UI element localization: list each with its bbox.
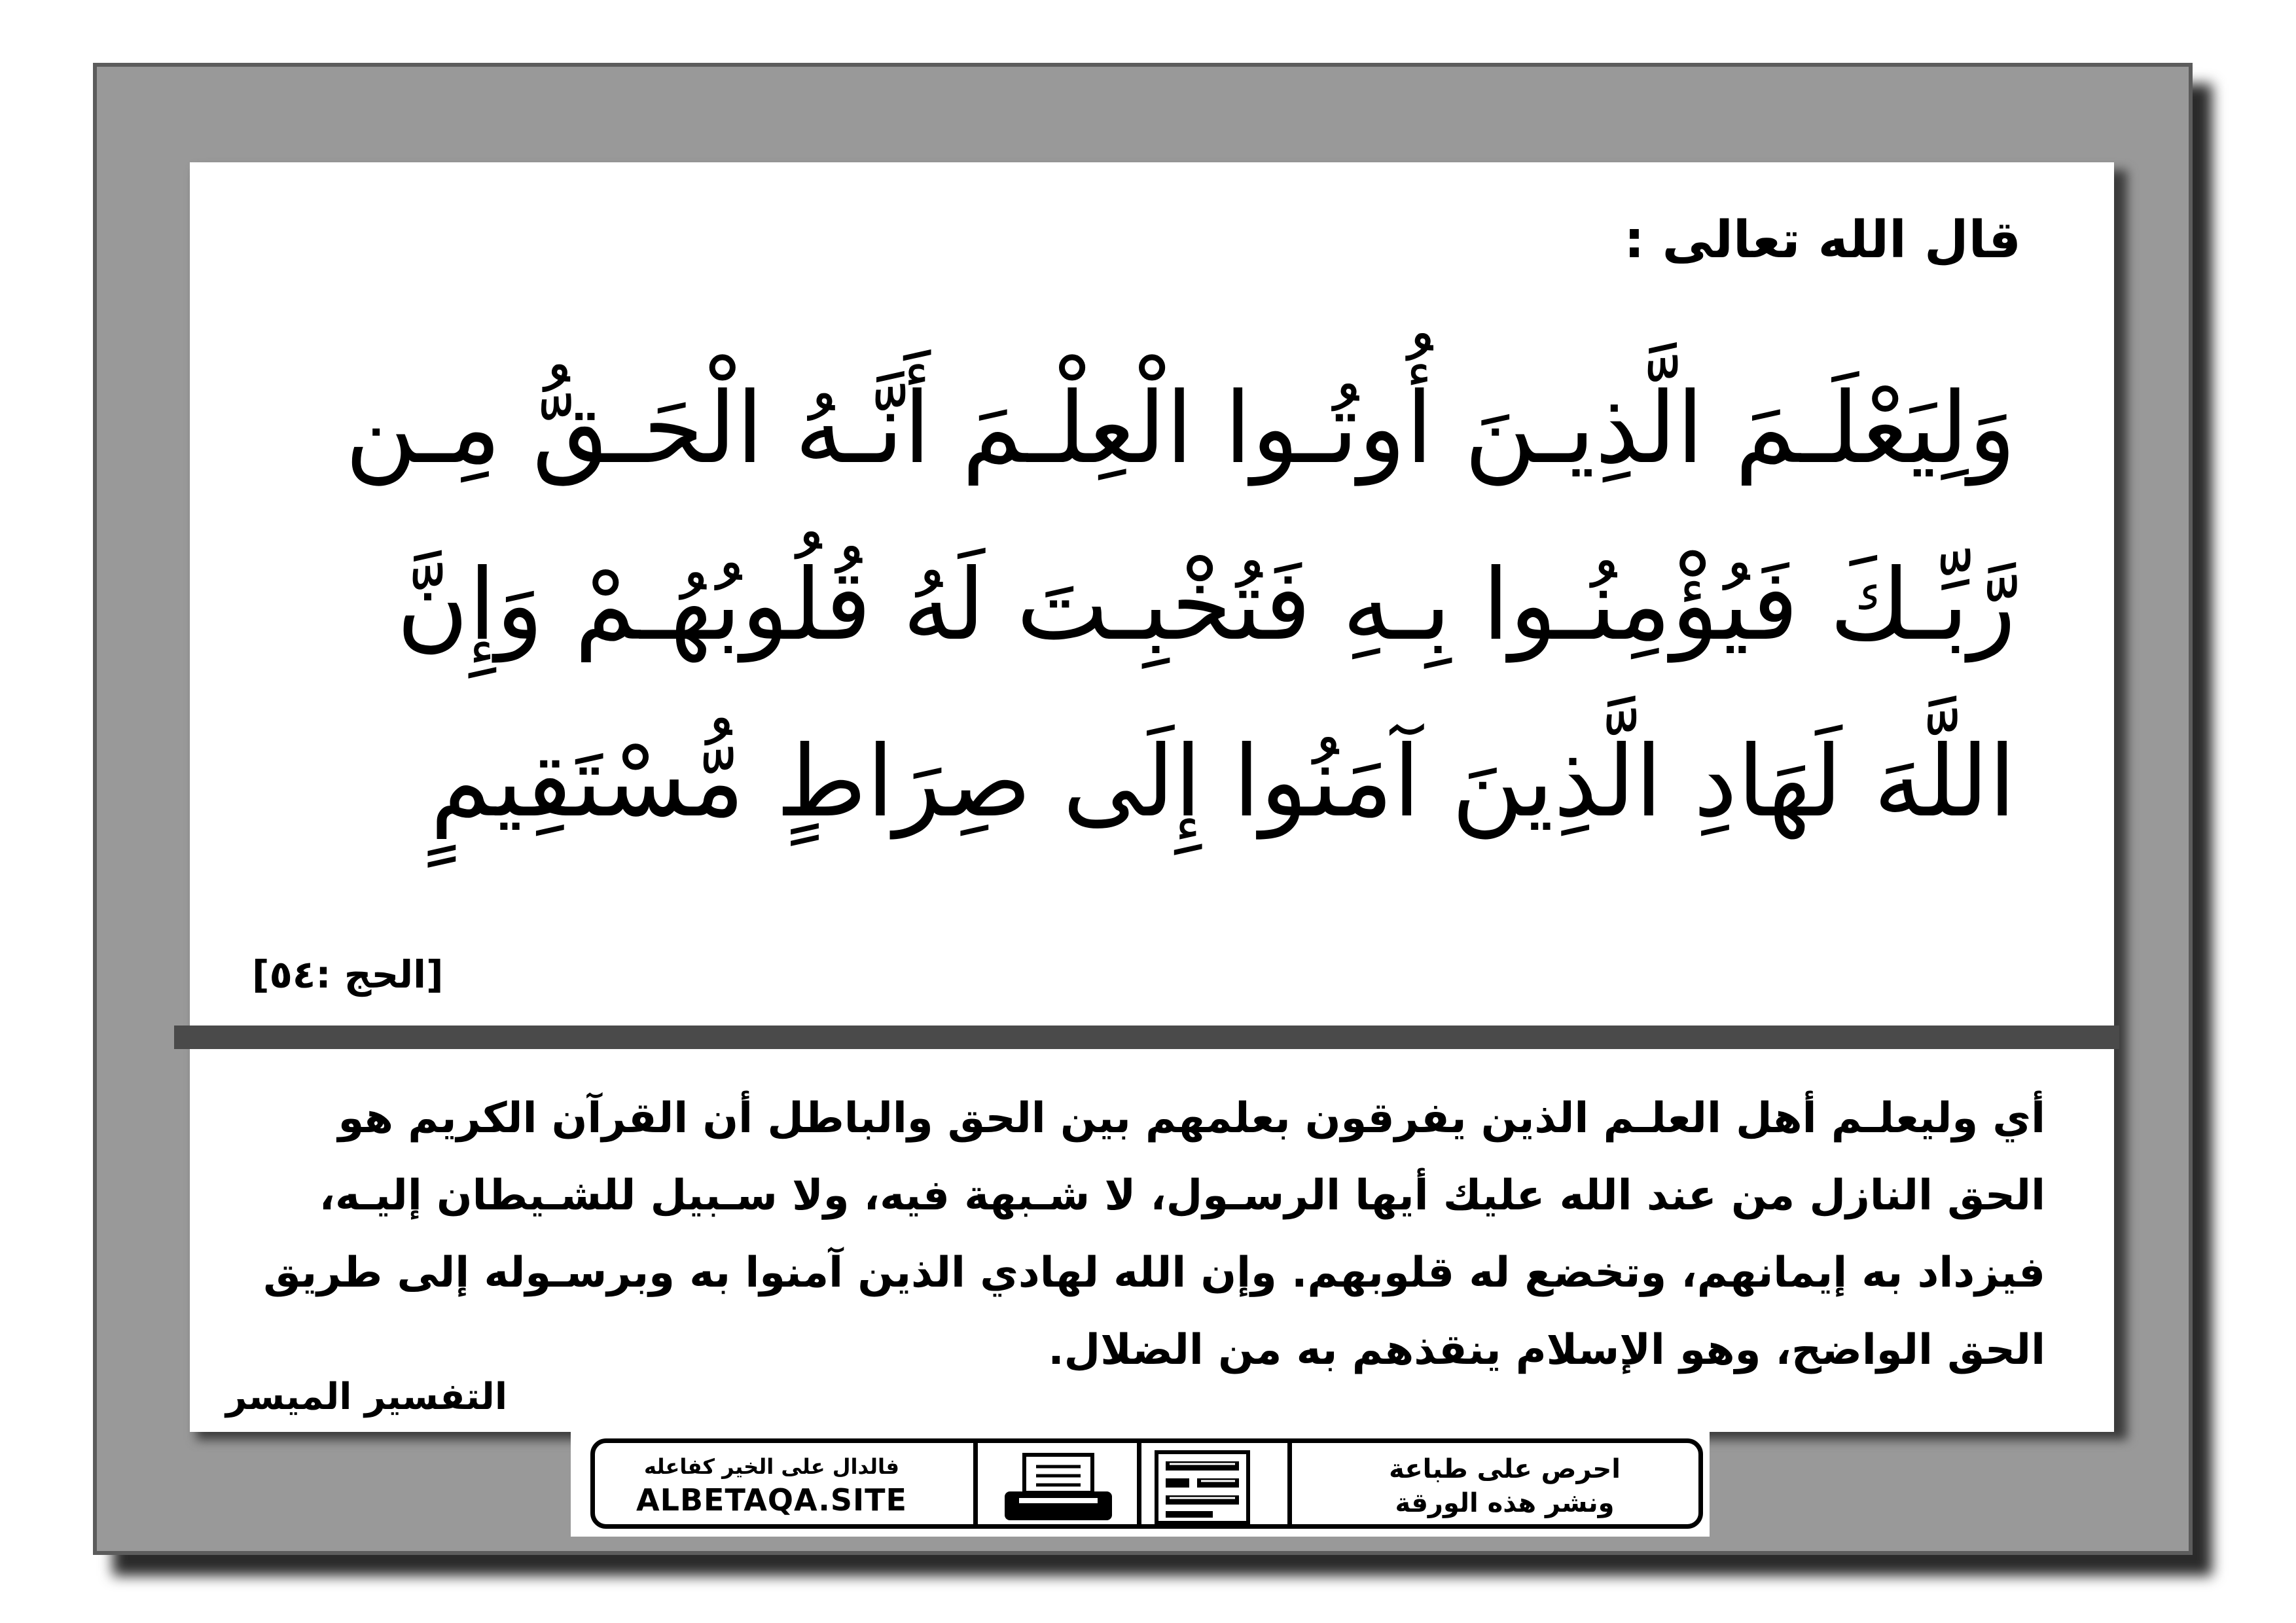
cta-line: احرص على طباعة [1389, 1454, 1621, 1484]
verse-line: اللَّهَ لَهَادِ الَّذِينَ آمَنُوا إِلَى صِرَاطٍ مُّسْتَقِيمٍ [430, 725, 2016, 839]
footer-separator [1137, 1443, 1141, 1524]
site-link[interactable]: ALBETAQA.SITE [636, 1482, 907, 1518]
verse-line: رَّبِّـكَ فَيُؤْمِنُـوا بِـهِ فَتُخْبِـتَ لَهُ قُلُوبُهُـمْ وَإِنَّ [396, 548, 2016, 662]
printer-icon [999, 1452, 1117, 1523]
verse-intro: قال الله تعالى : [1624, 211, 2021, 270]
cta-line: ونشر هذه الورقة [1395, 1488, 1615, 1518]
divider-bar [174, 1026, 2119, 1049]
print-cta [1335, 1452, 1675, 1524]
tafsir-source: التفسير الميسر [226, 1376, 508, 1418]
verse-reference: [الحج :٥٤] [252, 952, 444, 997]
verse-line: وَلِيَعْلَـمَ الَّذِيـنَ أُوتُـوا الْعِلْـمَ أَنَّـهُ الْحَـقُّ مِـن [345, 372, 2016, 486]
quran-verse [275, 340, 2016, 870]
share-box [608, 1450, 935, 1522]
share-note: فالدال على الخير كفاعله [644, 1454, 899, 1479]
albetaqa-logo [1150, 1448, 1255, 1527]
footer-separator [973, 1443, 978, 1524]
footer-separator [1287, 1443, 1292, 1524]
footer-bar [590, 1438, 1703, 1529]
tafsir-text: أي وليعلـم أهل العلـم الذين يفرقون بعلمهم بين الحق والباطل أن القرآن الكريم هو الحق النازل من عند الله عليك أيها الرسـول، لا شـبهة فيه، ولا سـبيل للشـيطان إليـه، فيزداد به إيمانهم، وتخضع له قلوبهم. وإن الله لهادي الذين آمنوا به وبرسـوله إلى طريق الحق الواضح، وهو الإسلام ينقذهم به من الضلال. [263, 1094, 2045, 1374]
